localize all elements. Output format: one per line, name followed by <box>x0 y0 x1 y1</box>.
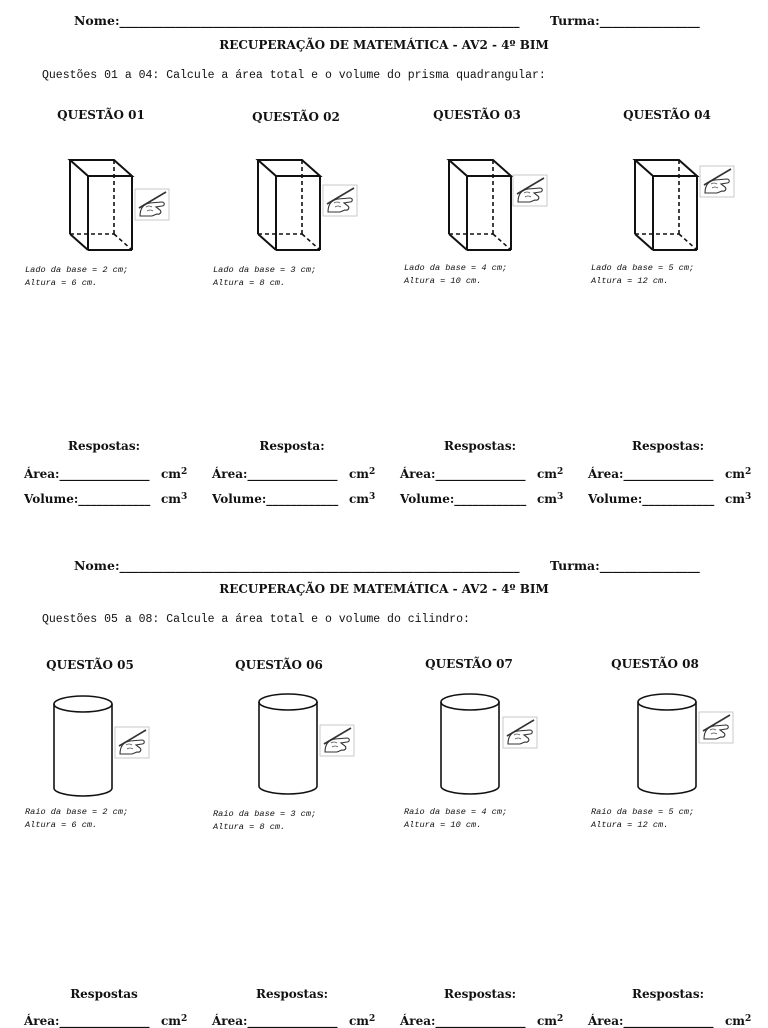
question-label-02: QUESTÃO 02 <box>252 110 340 124</box>
question-label-07: QUESTÃO 07 <box>425 657 513 671</box>
instruction-text: Questões 05 a 08: Calcule a área total e o volume do cilindro: <box>42 613 470 626</box>
writing-hand-icon <box>134 186 170 222</box>
class-field-label: Turma:________________ <box>550 13 700 28</box>
question-label-01: QUESTÃO 01 <box>57 108 145 122</box>
area-unit: $cm^2$ <box>725 467 752 481</box>
writing-hand-icon <box>114 724 150 760</box>
area-unit: $cm^2$ <box>537 1014 564 1028</box>
volume-answer-blank[interactable]: Volume:____________ <box>212 492 339 506</box>
instruction-text: Questões 01 a 04: Calcule a área total e o volume do prisma quadrangular: <box>42 69 546 82</box>
area-unit: $cm^2$ <box>161 1014 188 1028</box>
volume-answer-blank[interactable]: Volume:____________ <box>24 492 151 506</box>
area-answer-blank[interactable]: Área:_______________ <box>400 1014 526 1028</box>
area-unit: $cm^2$ <box>161 467 188 481</box>
question-data-07: Raio da base = 4 cm; Altura = 10 cm. <box>404 807 508 830</box>
question-data-08: Raio da base = 5 cm; Altura = 12 cm. <box>591 807 695 830</box>
answers-title-08: Respostas: <box>631 987 705 1001</box>
writing-hand-icon <box>698 709 734 745</box>
question-label-03: QUESTÃO 03 <box>433 108 521 122</box>
question-data-04: Lado da base = 5 cm; Altura = 12 cm. <box>591 263 695 286</box>
area-answer-blank[interactable]: Área:_______________ <box>212 1014 338 1028</box>
volume-unit: $cm^3$ <box>537 492 564 506</box>
cylinder-figure-06 <box>257 692 321 798</box>
area-unit: $cm^2$ <box>349 1014 376 1028</box>
area-answer-blank[interactable]: Área:_______________ <box>24 467 150 481</box>
volume-answer-blank[interactable]: Volume:____________ <box>588 492 715 506</box>
writing-hand-icon <box>512 172 548 208</box>
area-answer-blank[interactable]: Área:_______________ <box>212 467 338 481</box>
page-title: RECUPERAÇÃO DE MATEMÁTICA - AV2 - 4º BIM <box>219 582 549 596</box>
writing-hand-icon <box>322 182 358 218</box>
question-data-03: Lado da base = 4 cm; Altura = 10 cm. <box>404 263 508 286</box>
question-data-02: Lado da base = 3 cm; Altura = 8 cm. <box>213 265 317 288</box>
area-unit: $cm^2$ <box>349 467 376 481</box>
writing-hand-icon <box>319 722 355 758</box>
question-data-06: Raio da base = 3 cm; Altura = 8 cm. <box>213 809 317 832</box>
question-data-05: Raio da base = 2 cm; Altura = 6 cm. <box>25 807 129 830</box>
volume-unit: $cm^3$ <box>161 492 188 506</box>
area-unit: $cm^2$ <box>537 467 564 481</box>
answers-title-07: Respostas: <box>443 987 517 1001</box>
question-label-04: QUESTÃO 04 <box>623 108 711 122</box>
volume-unit: $cm^3$ <box>349 492 376 506</box>
area-unit: $cm^2$ <box>725 1014 752 1028</box>
answers-title-01: Respostas: <box>67 439 141 453</box>
answers-title-02: Resposta: <box>259 439 325 453</box>
writing-hand-icon <box>502 714 538 750</box>
page-title: RECUPERAÇÃO DE MATEMÁTICA - AV2 - 4º BIM <box>219 38 549 52</box>
answers-title-04: Respostas: <box>631 439 705 453</box>
question-label-06: QUESTÃO 06 <box>235 658 323 672</box>
writing-hand-icon <box>699 163 735 199</box>
area-answer-blank[interactable]: Área:_______________ <box>24 1014 150 1028</box>
question-data-01: Lado da base = 2 cm; Altura = 6 cm. <box>25 265 129 288</box>
area-answer-blank[interactable]: Área:_______________ <box>588 467 714 481</box>
volume-unit: $cm^3$ <box>725 492 752 506</box>
cylinder-figure-05 <box>52 694 116 800</box>
area-answer-blank[interactable]: Área:_______________ <box>588 1014 714 1028</box>
cylinder-figure-08 <box>636 692 700 798</box>
answers-title-05: Respostas <box>70 987 138 1001</box>
class-field-label: Turma:________________ <box>550 558 700 573</box>
answers-title-03: Respostas: <box>443 439 517 453</box>
question-label-08: QUESTÃO 08 <box>611 657 699 671</box>
cylinder-figure-07 <box>439 692 503 798</box>
question-label-05: QUESTÃO 05 <box>46 658 134 672</box>
name-field-label: Nome:________________________________________________________________ <box>74 558 520 573</box>
name-field-label: Nome:________________________________________________________________ <box>74 13 520 28</box>
volume-answer-blank[interactable]: Volume:____________ <box>400 492 527 506</box>
answers-title-06: Respostas: <box>255 987 329 1001</box>
area-answer-blank[interactable]: Área:_______________ <box>400 467 526 481</box>
